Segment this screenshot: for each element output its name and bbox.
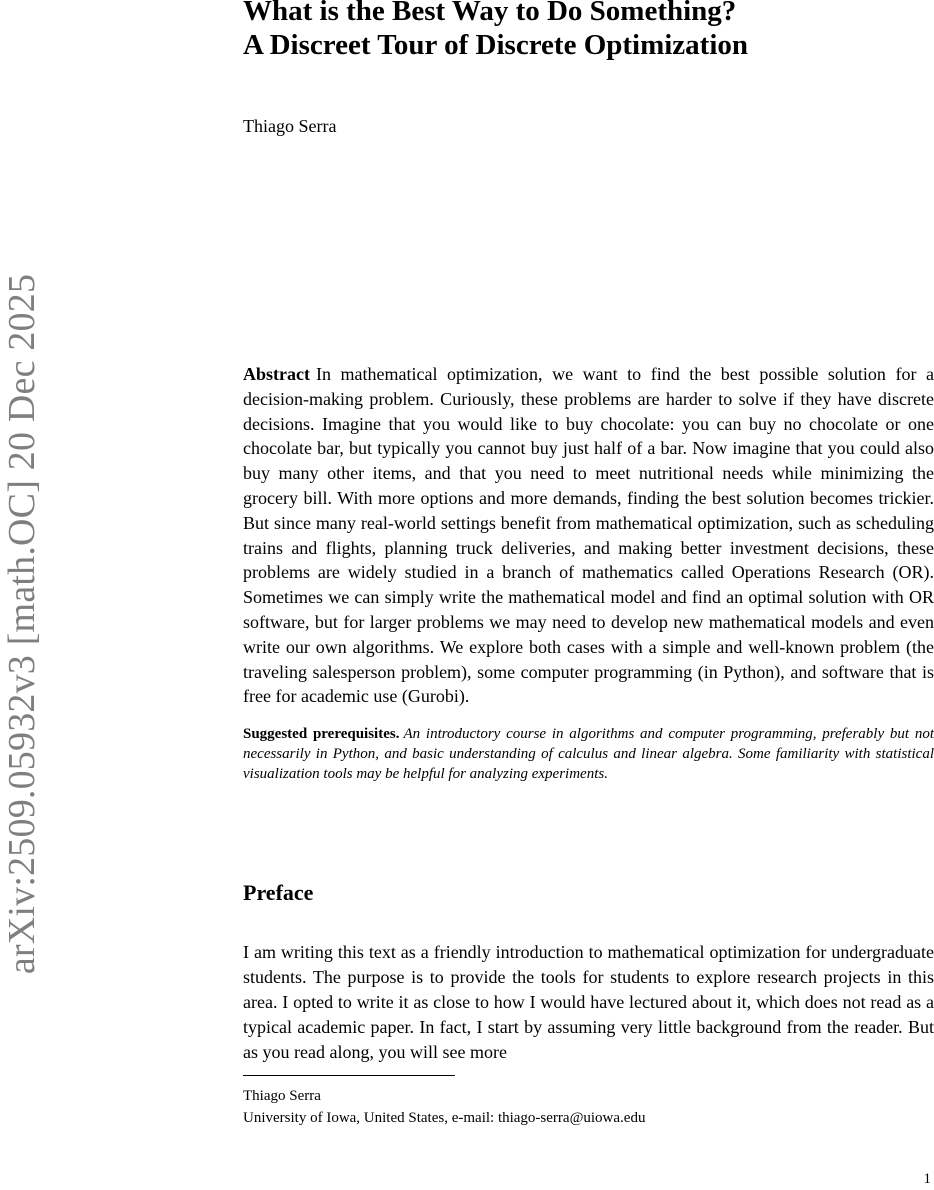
paper-title-line-1: What is the Best Way to Do Something?: [243, 0, 737, 27]
prerequisites-text: An introductory course in algorithms and computer programming, preferably but not necessarily in Python, and basic understanding of calculus and linear algebra. Some familiarity with statistical visualization tools may be helpful for analyzing experiments.: [243, 726, 934, 782]
paper-title: [243, 0, 748, 62]
arxiv-identifier: arXiv:2509.05932v3 [math.OC] 20 Dec 2025: [1, 273, 43, 975]
paper-title-line-2: A Discreet Tour of Discrete Optimization: [243, 29, 749, 61]
preface-heading: Preface: [243, 880, 314, 905]
preface-text: I am writing this text as a friendly introduction to mathematical optimization for undergraduate students. The purpose is to provide the tools for students to explore research projects in this area. I opted to write it as close to how I would have lectured about it, which does not read as a typical academic paper. In fact, I start by assuming very little background from the reader. But as you read along, you will see more: [243, 942, 934, 1062]
footnote-divider: [243, 1075, 455, 1076]
abstract-text: In mathematical optimization, we want to find the best possible solution for a decision-making problem. Curiously, these problems are harder to solve if they have discrete decisions. Imagine that you would like to buy chocolate: you can buy no chocolate or one chocolate bar, but typically you cannot buy just half of a bar. Now imagine that you could also buy many other items, and that you need to meet nutritional needs while minimizing the grocery bill. With more options and more demands, finding the best solution becomes trickier. But since many real-world settings benefit from mathematical optimization, such as scheduling trains and flights, planning truck deliveries, and making better investment decisions, these problems are widely studied in a branch of mathematics called Operations Research (OR). Sometimes we can simply write the mathematical model and find an optimal solution with OR software, but for larger problems we may need to develop new mathematical models and even write our own algorithms. We explore both cases with a simple and well-known problem (the traveling salesperson problem), some computer programming (in Python), and software that is free for academic use (Gurobi).: [243, 364, 934, 707]
author-name: Thiago Serra: [243, 116, 337, 136]
prerequisites-label: Suggested prerequisites.: [243, 726, 400, 742]
suggested-prerequisites: [243, 724, 934, 784]
abstract-label: Abstract: [243, 364, 310, 384]
arxiv-identifier-stamp: [0, 0, 44, 1190]
page-number: 1: [923, 1171, 931, 1187]
footnote-affiliation: University of Iowa, United States, e-mail: thiago-serra@uiowa.edu: [243, 1110, 646, 1126]
abstract: [243, 362, 934, 709]
author-footnote: [243, 1085, 645, 1129]
footnote-author-name: Thiago Serra: [243, 1088, 321, 1104]
